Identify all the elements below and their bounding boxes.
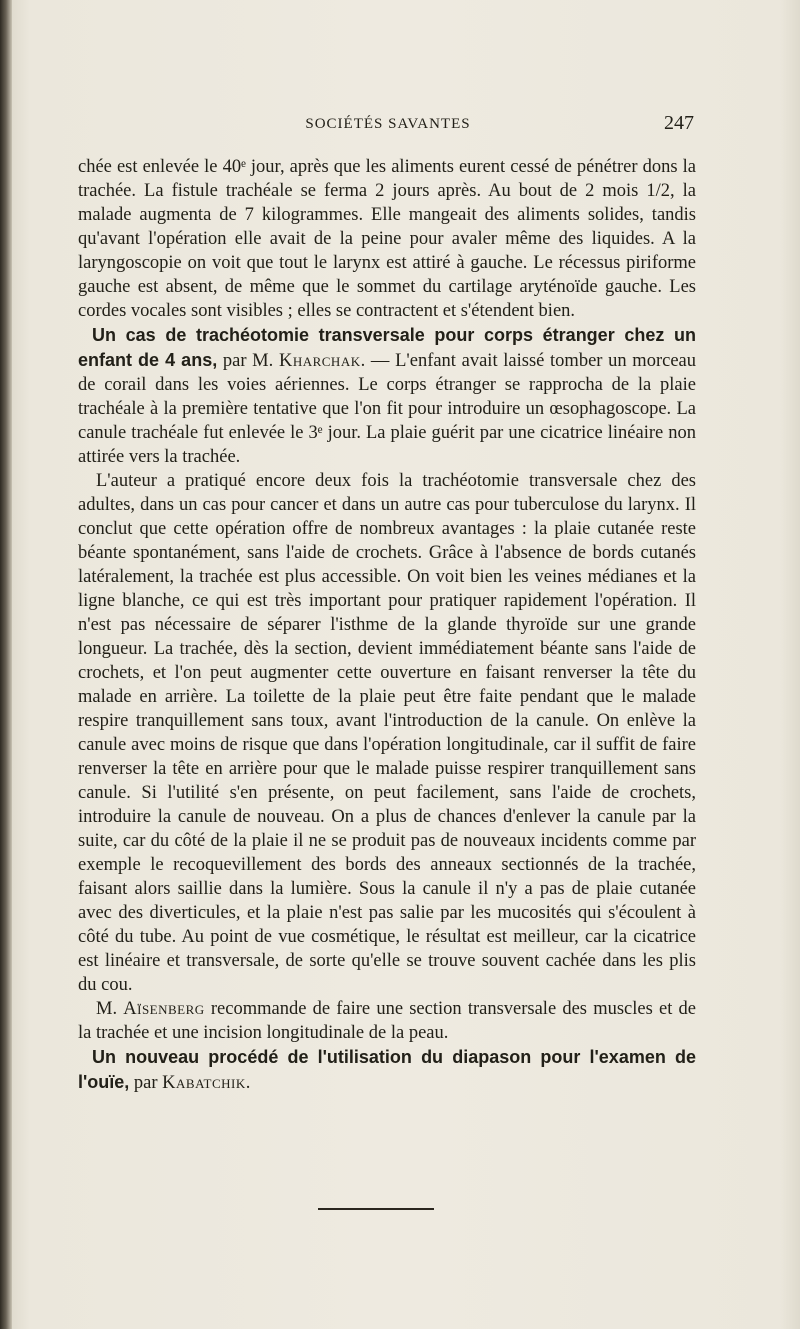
body-text (78, 155, 696, 1095)
running-head: SOCIÉTÉS SAVANTES (305, 116, 471, 132)
author-name: Kharchak (278, 351, 361, 371)
paragraph-diapason (78, 1045, 696, 1095)
book-spine-shadow (0, 0, 12, 1329)
paragraph-author-conclusions: L'auteur a pratiqué encore deux fois la trachéotomie transversale chez des adultes, dans un cas pour cancer et dans un autre cas pour tuberculose du larynx. Il conclut que cette opération offre de nombreux avantages : la plaie cutanée reste béante spontanément, sans l'aide de crochets. Grâce à l'absence de bords cutanés latéralement, la trachée est plus accessible. On voit bien les veines médianes et la ligne blanche, ce qui est très important pour pratiquer rapidement l'opération. Il n'est pas nécessaire de séparer l'isthme de la glande thyroïde sur une grande longueur. La trachée, dès la section, devient immédiatement béante sans l'aide de crochets, et l'on peut augmenter cette ouverture en faisant renverser la tête du malade en arrière. La toilette de la plaie peut être faite pendant que le malade respire tranquillement sans toux, avant l'introduction de la canule. On enlève la canule avec moins de risque que dans l'opération longitudinale, car il suffit de faire renverser la tête en arrière pour que le malade puisse respirer tranquillement sans canule. Si l'utilité s'en présente, on peut facilement, sans l'aide de crochets, introduire la canule de nouveau. On a plus de chances d'enlever la canule par la suite, car du côté de la plaie il ne se produit pas de nouveaux incidents comme par exemple le recoquevillement des bords des anneaux sectionnés de la trachée, faisant alors saillie dans la lumière. Sous la canule il n'y a pas de plaie cutanée avec des diverticules, et la plaie n'est pas salie par les mucosités qui s'écoulent à côté du tube. Au point de vue cosmétique, le résultat est meilleur, car la cicatrice est linéaire et transversale, de sorte qu'elle se trouve souvent cachée dans les plis du cou. (78, 471, 696, 995)
author-prefix: M. (96, 999, 124, 1019)
section-heading-diapason: Un nouveau procédé de l'utilisation du diapason pour l'examen de l'ouïe, (78, 1047, 696, 1092)
paragraph-case-report (78, 323, 696, 469)
page-header (82, 112, 694, 140)
byline-end: . (245, 1073, 251, 1093)
author-name: Aïsenberg (123, 999, 205, 1019)
paragraph-text: . — L'enfant avait laissé tomber un morceau de corail dans les voies aériennes. Le corps étranger se rapprocha de la plaie trachéale à la première tentative que l'on fit pour introduire un œsophagoscope. La canule trachéale fut enlevée le 3ᵉ jour. La plaie guérit par une cicatrice linéaire non attirée vers la trachée. (78, 351, 696, 467)
section-heading-tracheotomy: Un cas de trachéotomie transversale pour corps étranger chez un enfant de 4 ans, (78, 325, 696, 370)
paragraph-aisenberg (78, 997, 696, 1045)
section-divider-rule (318, 1208, 434, 1210)
paragraph-continuation: chée est enlevée le 40ᵉ jour, après que les aliments eurent cessé de pénétrer dons la trachée. La fistule trachéale se ferma 2 jours après. Au bout de 2 mois 1/2, la malade augmenta de 7 kilogrammes. Elle mangeait des aliments solides, tandis qu'avant l'opération elle avait de la peine pour avaler même des liquides. A la laryngoscopie on voit que tout le larynx est attiré à gauche. Le récessus piriforme gauche est absent, de même que le sommet du cartilage aryténoïde gauche. Les cordes vocales sont visibles ; elles se contractent et s'étendent bien. (78, 157, 696, 321)
page-number: 247 (664, 112, 694, 134)
byline-text: par M. (217, 351, 279, 371)
paragraph-text: recommande de faire une section transversale des muscles et de la trachée et une incision longitudinale de la peau. (78, 999, 696, 1043)
author-name: Kabatchik (162, 1073, 246, 1093)
byline-text: par (129, 1073, 163, 1093)
